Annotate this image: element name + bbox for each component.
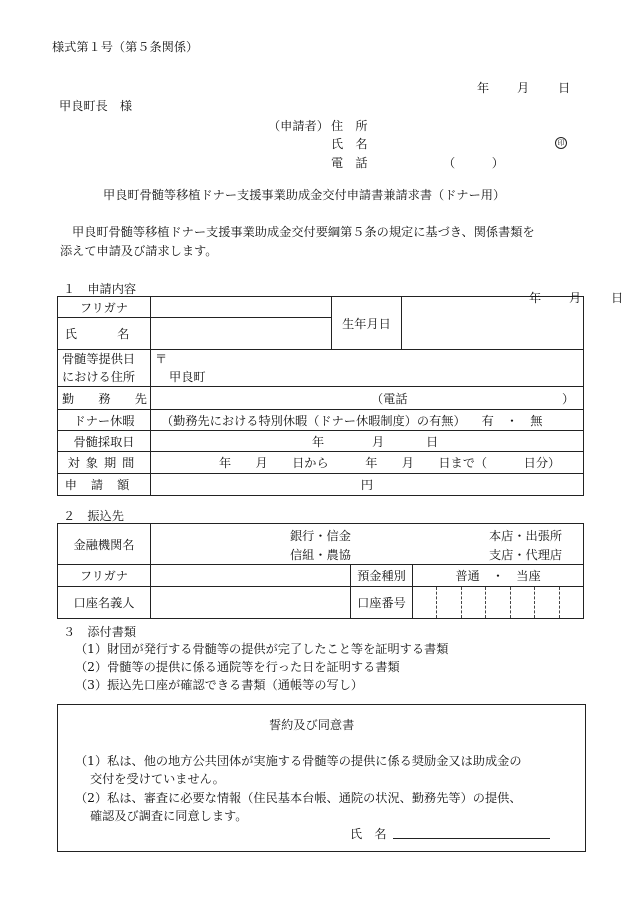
donor-leave-label: ドナー休暇 bbox=[58, 410, 151, 431]
birth-year-label: 年 bbox=[529, 291, 542, 305]
birth-day-label: 日 bbox=[611, 291, 624, 305]
applicant-phone-paren: （ ） bbox=[443, 156, 504, 170]
period-field[interactable] bbox=[151, 452, 584, 474]
period-value: 年 月 日から 年 月 日まで（ 日分） bbox=[219, 456, 561, 470]
oath-item-2-line-1: （2）私は、審査に必要な情報（住民基本台帳、通院の状況、勤務先等）の提供、 bbox=[75, 791, 522, 805]
harvest-year-label: 年 bbox=[312, 435, 325, 449]
oath-item-1-line-1: （1）私は、他の地方公共団体が実施する骨髄等の提供に係る奨励金又は助成金の bbox=[75, 754, 522, 768]
oath-item-1-line-2: 交付を受けていません。 bbox=[90, 772, 225, 786]
intro-line-2: 添えて申請及び請求します。 bbox=[60, 244, 218, 258]
account-holder-label: 口座名義人 bbox=[58, 587, 151, 619]
donor-leave-options[interactable]: 有 ・ 無 bbox=[481, 413, 543, 428]
applicant-phone-label: 電 話 bbox=[331, 156, 368, 170]
applicant-label: （申請者） bbox=[268, 119, 329, 133]
attachment-2: （2）骨髄等の提供に係る通院等を行った日を証明する書類 bbox=[75, 660, 400, 674]
postal-mark: 〒 bbox=[155, 352, 168, 366]
attachment-1: （1）財団が発行する骨髄等の提供が完了したこと等を証明する書類 bbox=[75, 642, 449, 656]
harvest-day-label: 日 bbox=[426, 435, 439, 449]
furigana-label: フリガナ bbox=[58, 297, 151, 318]
application-table bbox=[57, 291, 624, 496]
seal-mark bbox=[555, 134, 567, 149]
applicant-address-label: 住 所 bbox=[331, 119, 368, 133]
donor-address-label: 骨髄等提供日 における住所 bbox=[58, 350, 151, 387]
account-furigana-label: フリガナ bbox=[58, 565, 151, 587]
date-year: 年 bbox=[477, 81, 490, 95]
harvest-month-label: 月 bbox=[372, 435, 385, 449]
branch-type-1: 本店・出張所 bbox=[489, 529, 563, 543]
donor-leave-desc: （勤務先における特別休暇（ドナー休暇制度）の有無） bbox=[161, 413, 466, 428]
date-day: 日 bbox=[558, 81, 571, 95]
birthdate-field[interactable] bbox=[402, 291, 624, 350]
harvest-date-field[interactable] bbox=[151, 431, 584, 452]
branch-type-2: 支店・代理店 bbox=[489, 548, 563, 562]
deposit-type-label: 預金種別 bbox=[351, 565, 413, 587]
yen-label: 円 bbox=[360, 478, 374, 492]
section2-heading: ２ 振込先 bbox=[63, 509, 124, 523]
workplace-phone-close: ） bbox=[562, 392, 575, 406]
harvest-date-label: 骨髄採取日 bbox=[58, 431, 151, 452]
bank-name-label: 金融機関名 bbox=[58, 524, 151, 565]
oath-name-label: 氏 名 bbox=[350, 827, 387, 841]
account-furigana-field[interactable] bbox=[151, 565, 351, 587]
name-label: 氏 名 bbox=[58, 318, 151, 350]
date-month: 月 bbox=[517, 81, 530, 95]
account-holder-field[interactable] bbox=[151, 587, 351, 619]
birthdate-label: 生年月日 bbox=[332, 297, 402, 350]
bank-type-2: 信組・農協 bbox=[290, 548, 351, 562]
account-number-field[interactable] bbox=[413, 587, 584, 619]
bank-type-1: 銀行・信金 bbox=[290, 529, 351, 543]
account-number-label: 口座番号 bbox=[351, 587, 413, 619]
donor-leave-field[interactable] bbox=[151, 410, 584, 431]
deposit-type-options[interactable]: 普通 ・ 当座 bbox=[413, 565, 584, 587]
account-digit-boxes bbox=[413, 587, 583, 618]
applicant-name-label: 氏 名 bbox=[331, 137, 368, 151]
document-title: 甲良町骨髄等移植ドナー支援事業助成金交付申請書兼請求書（ドナー用） bbox=[103, 188, 506, 202]
bank-table bbox=[57, 523, 584, 619]
workplace-label: 勤 務 先 bbox=[58, 387, 151, 410]
amount-label: 申請額 bbox=[58, 474, 151, 496]
seal-icon: 印 bbox=[555, 137, 567, 149]
oath-item-2-line-2: 確認及び調査に同意します。 bbox=[90, 809, 248, 823]
workplace-phone-label: （電話 bbox=[371, 392, 408, 406]
form-number: 様式第１号（第５条関係） bbox=[52, 40, 199, 54]
bank-name-field[interactable] bbox=[151, 524, 584, 565]
name-field[interactable] bbox=[151, 318, 332, 350]
period-label: 対象期間 bbox=[58, 452, 151, 474]
donor-address-field[interactable] bbox=[151, 350, 584, 387]
addressee: 甲良町長 様 bbox=[59, 99, 133, 113]
oath-box bbox=[57, 704, 586, 852]
oath-signature-line[interactable] bbox=[393, 838, 550, 839]
birth-month-label: 月 bbox=[569, 291, 582, 305]
workplace-field[interactable] bbox=[151, 387, 584, 410]
intro-line-1: 甲良町骨髄等移植ドナー支援事業助成金交付要綱第５条の規定に基づき、関係書類を bbox=[72, 225, 535, 239]
oath-title: 誓約及び同意書 bbox=[269, 718, 355, 732]
town-name: 甲良町 bbox=[169, 370, 206, 384]
amount-field[interactable] bbox=[151, 474, 584, 496]
section1-heading: １ 申請内容 bbox=[63, 282, 137, 296]
attachment-3: （3）振込先口座が確認できる書類（通帳等の写し） bbox=[75, 678, 364, 692]
section3-heading: ３ 添付書類 bbox=[63, 625, 137, 639]
furigana-field[interactable] bbox=[151, 297, 332, 318]
